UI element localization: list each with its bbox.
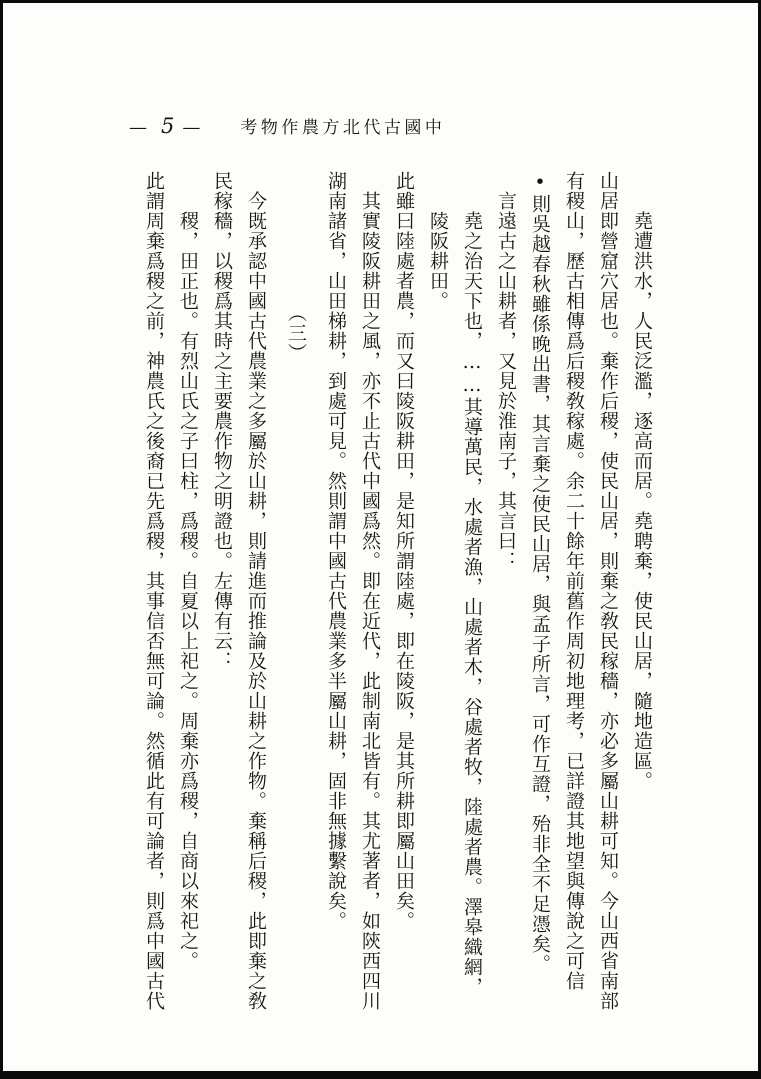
- running-head: [129, 113, 445, 138]
- page-number-value: 5: [161, 114, 175, 138]
- body-paragraph-5: 今既承認中國古代農業之多屬於山耕，則請進而推論及於山耕之作物。棄稱后稷，此即棄之敎民稼穡，以稷爲其時之主要農作物之明證也。左傳有云：: [211, 171, 267, 1011]
- quote-paragraph-3: 稷，田正也。有烈山氏之子曰柱，爲稷。自夏以上祀之。周棄亦爲稷，自商以來祀之。: [177, 211, 199, 971]
- vertical-text-body: [119, 171, 659, 1013]
- body-paragraph-2: 言遠古之山耕者，又見於淮南子，其言曰：: [495, 191, 517, 571]
- page-number-dash-right: —: [182, 117, 207, 138]
- body-paragraph-1: 山居即營窟穴居也。棄作后稷，使民山居，則棄之敎民稼穡，亦必多屬山耕可知。今山西省南部有稷山，歷古相傳爲后稷敎稼處。余二十餘年前舊作周初地理考，已詳證其地望與傳說之可信•則吳越春秋雖係晚出書，其言棄之使民山居，與孟子所言，可作互證，殆非全不足憑矣。: [529, 171, 619, 1011]
- body-paragraph-4: 其實陵阪耕田之風，亦不止古代中國爲然。即在近代，此制南北皆有。其尤著者，如陝西四川湖南諸省，山田梯耕，到處可見。然則謂中國古代農業多半屬山耕，固非無據繫說矣。: [325, 171, 381, 1011]
- running-title: 考物作農方北代古國中: [240, 118, 446, 138]
- section-heading-three: （三）: [285, 303, 307, 363]
- body-paragraph-3: 此雖曰陸處者農，而又曰陵阪耕田，是知所謂陸處，即在陵阪，是其所耕即屬山田矣。: [393, 171, 415, 931]
- page-number-dash-left: —: [129, 117, 153, 138]
- quote-paragraph-1: 堯遭洪水，人民泛濫，逐高而居。堯聘棄，使民山居，隨地造區。: [631, 211, 653, 791]
- body-paragraph-6: 此謂周棄爲稷之前，神農氏之後裔已先爲稷，其事信否無可論。然循此有可論者，則爲中國古代: [143, 171, 165, 1011]
- page-number: [129, 114, 206, 138]
- quote-paragraph-2: 堯之治天下也，……其導萬民，水處者漁，山處者木，谷處者牧，陸處者農。澤皋織網，陵阪耕田。: [427, 211, 483, 997]
